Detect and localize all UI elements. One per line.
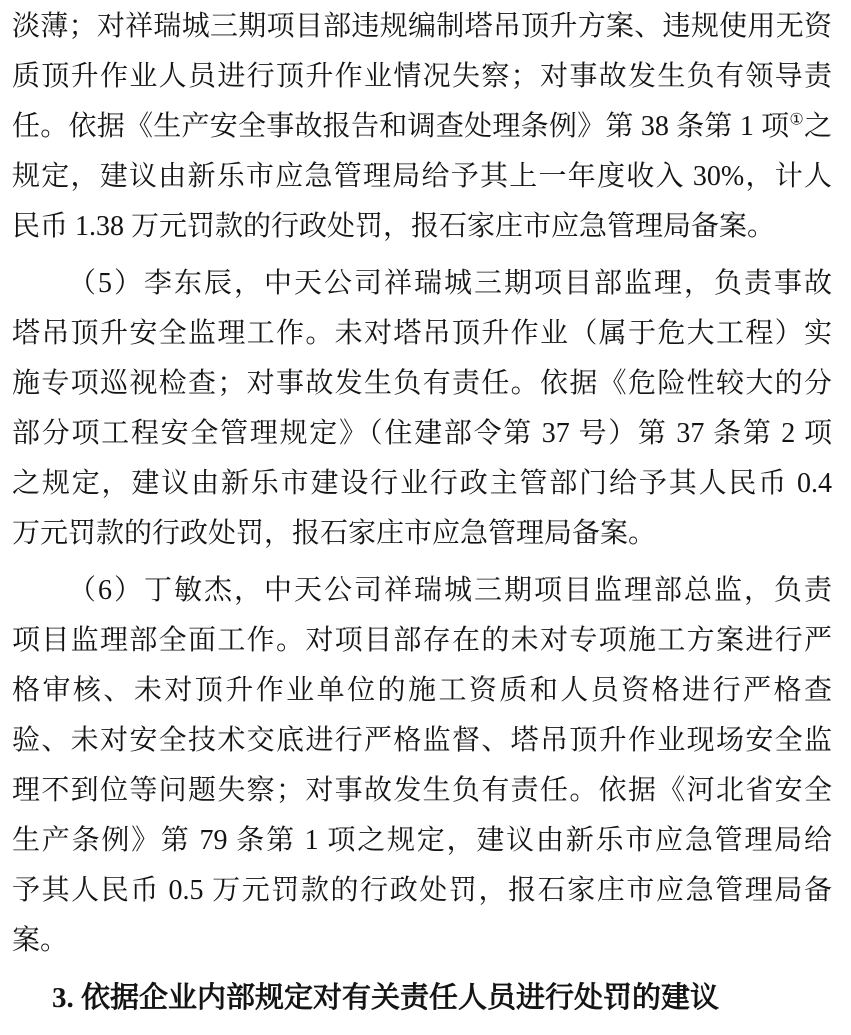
text-line bbox=[12, 509, 832, 559]
text-line bbox=[12, 916, 832, 966]
text-run: 施专项巡视检查；对事故发生负有责任。依据《危险性较大的分 bbox=[12, 368, 832, 399]
text-run: 格审核、未对顶升作业单位的施工资质和人员资格进行严格查 bbox=[12, 675, 832, 706]
text-line bbox=[12, 566, 832, 616]
text-run: 万元罚款的行政处罚，报石家庄市应急管理局备案。 bbox=[12, 518, 657, 549]
text-run: 之规定，建议由新乐市建设行业行政主管部门给予其人民币 0.4 bbox=[12, 468, 832, 499]
text-line bbox=[12, 666, 832, 716]
text-run: 项目监理部全面工作。对项目部存在的未对专项施工方案进行严 bbox=[12, 625, 832, 656]
text-line bbox=[12, 459, 832, 509]
text-run: 生产条例》第 79 条第 1 项之规定，建议由新乐市应急管理局给 bbox=[12, 825, 832, 856]
text-line bbox=[12, 152, 832, 202]
text-run: 案。 bbox=[12, 925, 69, 956]
text-run: （6）丁敏杰，中天公司祥瑞城三期项目监理部总监，负责 bbox=[68, 575, 832, 606]
text-line bbox=[12, 766, 832, 816]
text-run: 淡薄；对祥瑞城三期项目部违规编制塔吊顶升方案、违规使用无资 bbox=[12, 11, 832, 42]
text-line bbox=[12, 2, 832, 52]
document-body bbox=[12, 2, 832, 1023]
paragraph-person-6-ding-minjie bbox=[12, 566, 832, 966]
section-heading-3 bbox=[12, 973, 832, 1023]
text-run: 3. 依据企业内部规定对有关责任人员进行处罚的建议 bbox=[52, 982, 720, 1014]
text-line bbox=[12, 866, 832, 916]
text-run: 任。依据《生产安全事故报告和调查处理条例》第 38 条第 1 项 bbox=[12, 111, 790, 142]
text-run: 之 bbox=[803, 111, 832, 142]
text-line bbox=[12, 816, 832, 866]
text-run: （5）李东辰，中天公司祥瑞城三期项目部监理，负责事故 bbox=[68, 268, 832, 299]
text-run: 予其人民币 0.5 万元罚款的行政处罚，报石家庄市应急管理局备 bbox=[12, 875, 832, 906]
text-line bbox=[12, 616, 832, 666]
text-run: 民币 1.38 万元罚款的行政处罚，报石家庄市应急管理局备案。 bbox=[12, 211, 776, 242]
footnote-marker: ① bbox=[789, 111, 804, 129]
paragraph-person-5-li-dongchen bbox=[12, 259, 832, 559]
text-line bbox=[12, 309, 832, 359]
text-line bbox=[12, 259, 832, 309]
text-line bbox=[12, 359, 832, 409]
text-line bbox=[12, 52, 832, 102]
paragraph-continuation-person-4 bbox=[12, 2, 832, 252]
text-run: 部分项工程安全管理规定》（住建部令第 37 号）第 37 条第 2 项 bbox=[12, 418, 832, 449]
text-run: 塔吊顶升安全监理工作。未对塔吊顶升作业（属于危大工程）实 bbox=[12, 318, 832, 349]
text-line bbox=[12, 716, 832, 766]
text-line bbox=[12, 202, 832, 252]
text-line bbox=[12, 409, 832, 459]
text-run: 理不到位等问题失察；对事故发生负有责任。依据《河北省安全 bbox=[12, 775, 832, 806]
section-heading bbox=[12, 973, 832, 1023]
text-run: 规定，建议由新乐市应急管理局给予其上一年度收入 30%，计人 bbox=[12, 161, 832, 192]
text-line bbox=[12, 102, 832, 152]
text-run: 质顶升作业人员进行顶升作业情况失察；对事故发生负有领导责 bbox=[12, 61, 832, 92]
text-run: 验、未对安全技术交底进行严格监督、塔吊顶升作业现场安全监 bbox=[12, 725, 832, 756]
